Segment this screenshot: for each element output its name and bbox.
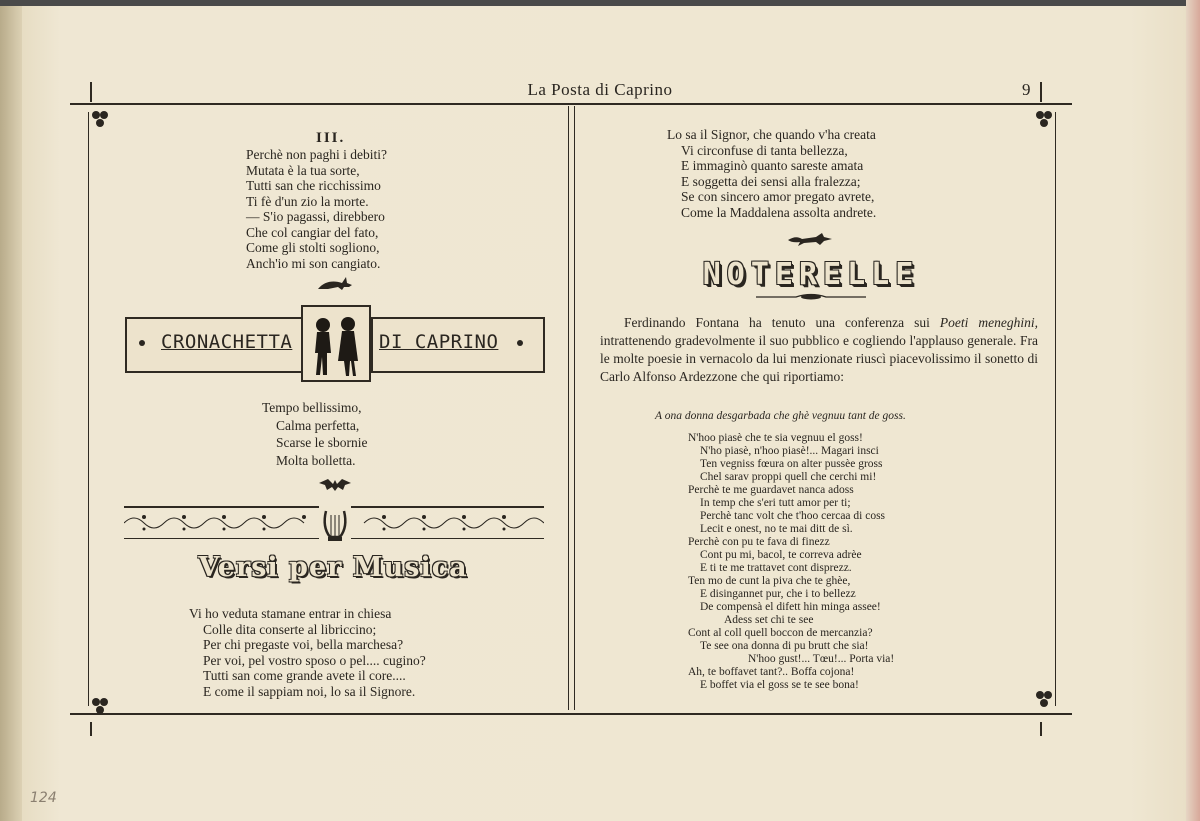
sonnet-line: Ah, te boffavet tant?.. Boffa cojona! [688, 666, 855, 678]
poem-line: Scarse le sbornie [276, 435, 368, 450]
noterelle-heading: NOTERELLE [702, 257, 920, 292]
cronachetta-verse [262, 399, 367, 469]
poem-line: Molta bolletta. [276, 452, 356, 468]
page-edge [1186, 0, 1200, 821]
poem-line: Tempo bellissimo, [262, 400, 362, 415]
sonnet-line: E boffet via el goss se te see bona! [700, 679, 859, 691]
fox-icon [786, 231, 834, 247]
cronachetta-banner [117, 305, 553, 382]
corner-ornament-icon [1033, 688, 1055, 710]
poem-line: E immaginò quanto sareste amata [681, 158, 864, 173]
sonnet-line: N'hoo gust!... Tœu!... Porta via! [748, 653, 895, 665]
bullet-icon [515, 338, 525, 348]
column-divider-b [574, 106, 575, 710]
sonnet-line: Perchè con pu te fava di finezz [688, 536, 830, 548]
hare-icon [316, 275, 354, 291]
sonnet [688, 432, 894, 692]
sonnet-line: Cont al coll quell boccon de mercanzia? [688, 627, 873, 639]
versi-poem [189, 606, 426, 699]
sonnet-line: E ti te me trattavet cont disprezz. [700, 562, 852, 574]
poem-line: Mutata è la tua sorte, [246, 162, 360, 178]
section-number: III. [316, 130, 346, 146]
poem-line: Vi circonfuse di tanta bellezza, [681, 142, 848, 158]
page-number: 9 [1022, 80, 1031, 99]
sonnet-line: E disingannet pur, che i to bellezz [700, 588, 856, 600]
sonnet-line: Ten vegniss fœura on alter pussèe gross [700, 458, 883, 470]
poem-line: Se con sincero amor pregato avrete, [681, 189, 875, 204]
banner-left-text: CRONACHETTA [161, 331, 293, 353]
prose-text-a: Ferdinando Fontana ha tenuto una conferenza sui [624, 315, 940, 330]
poem-line: E soggetta dei sensi alla fralezza; [681, 173, 861, 189]
footer-tick-left [90, 722, 92, 736]
lyre-icon [318, 505, 352, 545]
poem-line: Ti fè d'un zio la morte. [246, 193, 369, 209]
sonnet-line: De compensà el difett hin minga assee! [700, 601, 881, 613]
poem-line: Anch'io mi son cangiato. [246, 255, 381, 271]
bullet-icon [137, 338, 147, 348]
poem-line: E come il sappiam noi, lo sa il Signore. [203, 683, 416, 699]
versi-heading: Versi per Musica [198, 552, 468, 583]
sonnet-line: N'hoo piasè che te sia vegnuu el goss! [688, 432, 863, 444]
frame-right [1055, 112, 1056, 706]
poem-line: Tutti san che ricchissimo [246, 178, 381, 193]
sonnet-line: Perchè te me guardavet nanca adoss [688, 484, 854, 496]
sonnet-line: Te see ona donna di pu brutt che sia! [700, 640, 869, 652]
top-edge [0, 0, 1200, 6]
header-tick-right [1040, 82, 1042, 102]
margin-note: 124 [30, 790, 57, 806]
sonnet-dedication: A ona donna desgarbada che ghè vegnuu tant de goss. [655, 410, 906, 422]
poem-line: Per chi pregaste voi, bella marchesa? [203, 637, 404, 652]
sonnet-line: Lecit e onest, no te mai ditt de sì. [700, 523, 853, 535]
poem-line: Perchè non paghi i debiti? [246, 147, 387, 162]
footer-tick-right [1040, 722, 1042, 736]
header-rule [70, 103, 1072, 105]
header-tick-left [90, 82, 92, 102]
sonnet-line: Cont pu mi, bacol, te correva adrèe [700, 549, 862, 561]
corner-ornament-icon [1033, 108, 1055, 130]
corner-ornament-icon [89, 108, 111, 130]
poem-line: Calma perfetta, [276, 417, 360, 433]
verse-continuation [667, 127, 876, 220]
sonnet-line: Perchè tanc volt che t'hoo cercaa di coss [700, 510, 886, 522]
poem-line: Per voi, pel vostro sposo o pel.... cugino? [203, 652, 426, 668]
sonnet-line: Adess set chi te see [724, 614, 814, 626]
book-gutter [0, 0, 22, 821]
frame-left [88, 112, 89, 706]
children-silhouette-icon [301, 305, 371, 382]
sonnet-line: N'ho piasè, n'hoo piasè!... Magari insci [700, 445, 879, 457]
footer-rule [70, 713, 1072, 715]
noterelle-prose [600, 314, 1038, 386]
poem-iii [246, 147, 387, 271]
sonnet-line: Chel sarav proppi quell che cerchi mi! [700, 471, 877, 483]
prose-paragraph [600, 314, 1038, 386]
poem-line: Tutti san come grande avete il core.... [203, 668, 406, 683]
poem-line: Che col cangiar del fato, [246, 224, 379, 240]
sonnet-line: In temp che s'eri tutt amor per ti; [700, 497, 851, 509]
poem-line: Come la Maddalena assolta andrete. [681, 204, 877, 220]
poem-line: Come gli stolti sogliono, [246, 240, 380, 255]
prose-text-b: intrattenendo gradevolmente il suo pubblico e cogliendo l'applauso generale. Fra le molte poesie in vernacolo da lui menzionate riuscì piacevolissimo il sonetto di Carlo Alfonso Ardezzone che qui riportiamo: [600, 333, 1038, 384]
prose-italic: Poeti meneghini, [939, 315, 1038, 330]
heading-flourish [756, 292, 866, 302]
sonnet-line: Ten mo de cunt la piva che te ghèe, [688, 575, 851, 587]
bat-icon [318, 476, 352, 492]
poem-line: Lo sa il Signor, che quando v'ha creata [667, 127, 876, 142]
poem-line: — S'io pagassi, direbbero [246, 209, 385, 224]
banner-right-text: DI CAPRINO [379, 331, 499, 353]
column-divider-a [568, 106, 569, 710]
corner-ornament-icon [89, 695, 111, 717]
poem-line: Vi ho veduta stamane entrar in chiesa [189, 606, 392, 621]
poem-line: Colle dita conserte al libriccino; [203, 621, 377, 637]
running-title: La Posta di Caprino [527, 80, 673, 99]
